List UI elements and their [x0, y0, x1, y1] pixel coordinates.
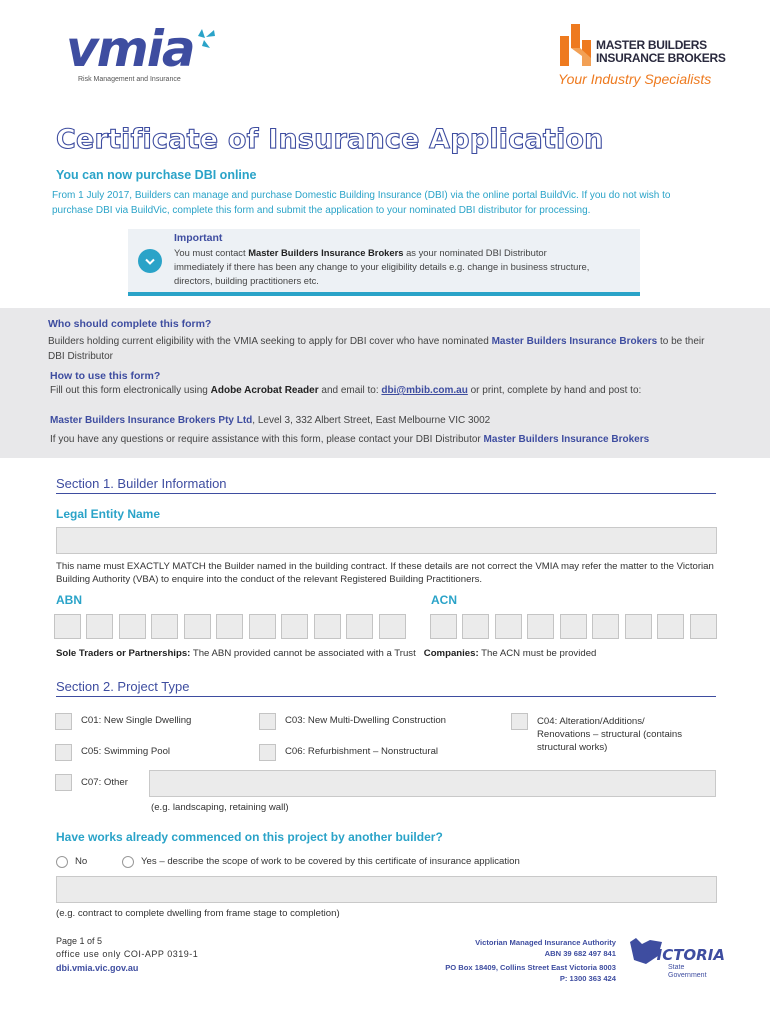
- acn-input-boxes: [430, 614, 720, 641]
- abn-digit-box[interactable]: [184, 614, 211, 639]
- vmia-po-box: PO Box 18409, Collins Street East Victoria 8003: [445, 963, 616, 972]
- mbib-name-line2: INSURANCE BROKERS: [596, 51, 726, 65]
- c03-checkbox[interactable]: [259, 713, 276, 730]
- c05-checkbox[interactable]: [55, 744, 72, 761]
- acn-digit-box[interactable]: [495, 614, 522, 639]
- c01-checkbox[interactable]: [55, 713, 72, 730]
- scope-of-work-input[interactable]: [56, 876, 717, 903]
- abn-digit-box[interactable]: [281, 614, 308, 639]
- abn-label: ABN: [56, 593, 82, 607]
- abn-input-boxes: [54, 614, 414, 641]
- vmia-tagline: Risk Management and Insurance: [78, 76, 181, 83]
- intro-heading: You can now purchase DBI online: [56, 168, 257, 182]
- contact-text: If you have any questions or require assistance with this form, please contact your DBI Distributor Master Builders Insurance Brokers: [50, 434, 650, 445]
- c06-label: C06: Refurbishment – Nonstructural: [285, 746, 439, 757]
- abn-digit-box[interactable]: [249, 614, 276, 639]
- mbib-tagline: Your Industry Specialists: [558, 71, 712, 87]
- mbib-building-icon: [558, 22, 594, 68]
- abn-digit-box[interactable]: [119, 614, 146, 639]
- c03-label: C03: New Multi-Dwelling Construction: [285, 715, 447, 726]
- section1-rule: [56, 493, 716, 494]
- abn-digit-box[interactable]: [151, 614, 178, 639]
- section2-title: Section 2. Project Type: [56, 679, 190, 694]
- section1-title: Section 1. Builder Information: [56, 476, 227, 491]
- c05-label: C05: Swimming Pool: [81, 746, 171, 757]
- abn-digit-box[interactable]: [54, 614, 81, 639]
- website-link[interactable]: dbi.vmia.vic.gov.au: [56, 963, 139, 973]
- yes-label: Yes – describe the scope of work to be covered by this certificate of insurance application: [141, 856, 520, 867]
- acn-digit-box[interactable]: [625, 614, 652, 639]
- vmia-star-icon: [194, 26, 216, 50]
- who-text: Builders holding current eligibility with the VMIA seeking to apply for DBI cover who have nominated Master Builders Insurance Brokers to be their DBI Distributor: [48, 336, 705, 362]
- victoria-government-text: Government: [668, 972, 707, 979]
- important-notice: [128, 229, 640, 296]
- c01-label: C01: New Single Dwelling: [81, 715, 192, 726]
- page-title: Certificate of Insurance Application: [56, 124, 604, 155]
- c07-label: C07: Other: [81, 777, 128, 788]
- acn-digit-box[interactable]: [527, 614, 554, 639]
- victoria-wordmark: VICTORIA: [645, 946, 725, 964]
- acn-digit-box[interactable]: [657, 614, 684, 639]
- page-number: Page 1 of 5: [56, 936, 103, 946]
- c04-label: C04: Alteration/Additions/ Renovations – structural (contains structural works): [537, 716, 683, 753]
- how-heading: How to use this form?: [50, 370, 161, 382]
- how-text: Fill out this form electronically using Adobe Acrobat Reader and email to: dbi@mbib.com.au or print, complete by hand and post to:: [50, 385, 642, 396]
- vmia-logo: [66, 20, 226, 86]
- postal-address: Master Builders Insurance Brokers Pty Ltd, Level 3, 332 Albert Street, East Melbourne VIC 3002: [50, 415, 491, 426]
- works-commenced-question: Have works already commenced on this project by another builder?: [56, 830, 443, 844]
- c04-checkbox[interactable]: [511, 713, 528, 730]
- victoria-government-logo: [628, 934, 728, 984]
- c07-checkbox[interactable]: [55, 774, 72, 791]
- checkmark-icon: [138, 249, 162, 273]
- legal-entity-note: This name must EXACTLY MATCH the Builder named in the building contract. If these details are not correct the VMIA may refer the matter to the Victorian Building Authority (VBA) to enquire into the conduct of the relevant Registered Building Practitioners.: [56, 561, 714, 585]
- mbib-logo: [556, 22, 726, 92]
- no-radio[interactable]: [56, 856, 68, 868]
- abn-digit-box[interactable]: [379, 614, 406, 639]
- vmia-authority-name: Victorian Managed Insurance Authority: [475, 938, 616, 947]
- no-label: No: [75, 856, 88, 867]
- c06-checkbox[interactable]: [259, 744, 276, 761]
- email-link[interactable]: dbi@mbib.com.au: [381, 385, 468, 396]
- abn-digit-box[interactable]: [314, 614, 341, 639]
- legal-entity-input[interactable]: [56, 527, 717, 554]
- acn-digit-box[interactable]: [462, 614, 489, 639]
- other-project-hint: (e.g. landscaping, retaining wall): [151, 802, 289, 813]
- abn-digit-box[interactable]: [86, 614, 113, 639]
- mbib-name-line1: MASTER BUILDERS: [596, 38, 707, 52]
- victoria-state-text: State: [668, 964, 685, 971]
- abn-digit-box[interactable]: [346, 614, 373, 639]
- scope-of-work-hint: (e.g. contract to complete dwelling from frame stage to completion): [56, 908, 340, 919]
- section2-rule: [56, 696, 716, 697]
- yes-radio[interactable]: [122, 856, 134, 868]
- acn-digit-box[interactable]: [560, 614, 587, 639]
- vmia-wordmark: vmia: [66, 20, 194, 78]
- important-text: You must contact Master Builders Insurance Brokers as your nominated DBI Distributor immediately if there has been any change to your eligibility details e.g. change in business structure, directors, building practitioners etc.: [174, 247, 590, 286]
- acn-label: ACN: [431, 593, 457, 607]
- who-heading: Who should complete this form?: [48, 318, 212, 330]
- vmia-phone: P: 1300 363 424: [559, 974, 616, 983]
- intro-text: From 1 July 2017, Builders can manage and purchase Domestic Building Insurance (DBI) via the online portal BuildVic. If you do not wish to purchase DBI via BuildVic, complete this form and submit the application to your nominated DBI distributor for processing.: [52, 190, 671, 216]
- important-title: Important: [174, 232, 223, 244]
- acn-digit-box[interactable]: [690, 614, 717, 639]
- vmia-abn: ABN 39 682 497 841: [544, 949, 616, 958]
- abn-acn-note: Sole Traders or Partnerships: The ABN provided cannot be associated with a Trust Companies: The ACN must be provided: [56, 648, 597, 659]
- legal-entity-label: Legal Entity Name: [56, 507, 161, 521]
- abn-digit-box[interactable]: [216, 614, 243, 639]
- office-use-code: office use only COI-APP 0319-1: [56, 949, 199, 959]
- acn-digit-box[interactable]: [592, 614, 619, 639]
- acn-digit-box[interactable]: [430, 614, 457, 639]
- other-project-input[interactable]: [149, 770, 716, 797]
